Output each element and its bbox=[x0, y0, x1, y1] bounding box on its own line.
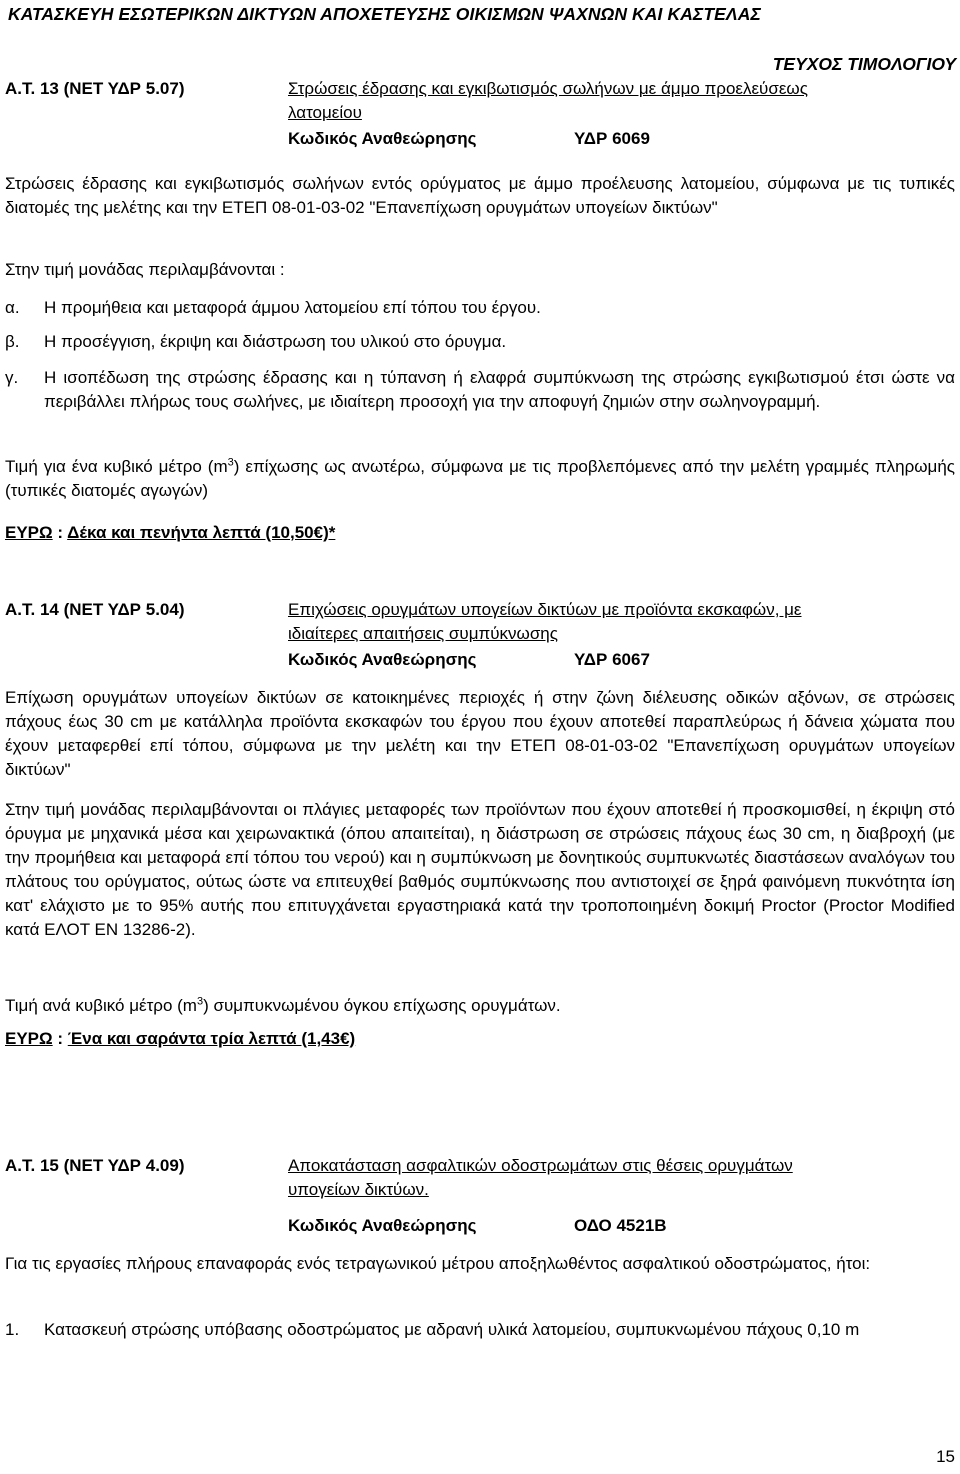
revision-code-label: Κωδικός Αναθεώρησης bbox=[288, 650, 477, 669]
list-marker: γ. bbox=[5, 368, 19, 387]
item-description: Στρώσεις έδρασης και εγκιβωτισμός σωλήνων εντός ορύγματος με άμμο προέλευσης λατομείου, σύμφωνα με τις τυπικές διατομές της μελέτης και την ΕΤΕΠ 08-01-03-02 "Επανεπίχωση ορυγμάτων υπογείων δικτύων" bbox=[5, 174, 955, 217]
item-description: Για τις εργασίες πλήρους επαναφοράς ενός τετραγωνικού μέτρου αποξηλωθέντος ασφαλτικού οδοστρώματος, ήτοι: bbox=[5, 1254, 871, 1273]
unit-price-description: Τιμή ανά κυβικό μέτρο $(m^3)$ συμπυκνωμένου όγκου επίχωσης ορυγμάτων. bbox=[5, 995, 561, 1015]
item-title-line: λατομείου bbox=[288, 103, 362, 122]
item-title-line: Στρώσεις έδρασης και εγκιβωτισμός σωλήνων με άμμο προελεύσεως bbox=[288, 79, 808, 98]
unit-price-description: Τιμή για ένα κυβικό μέτρο $(m^3)$ επίχωσης ως ανωτέρω, σύμφωνα με τις προβλεπόμενες από την μελέτη γραμμές πληρωμής (τυπικές διατομές αγωγών) bbox=[5, 456, 955, 500]
item-description: Επίχωση ορυγμάτων υπογείων δικτύων σε κατοικημένες περιοχές ή στην ζώνη διέλευσης οδικών αξόνων, σε στρώσεις πάχους έως 30 cm με κατάλληλα προϊόντα εκσκαφών του έργου που έχουν αποτεθεί παραπλεύρως ή δάνεια χώματα που έχουν μεταφερθεί επί τόπου, σύμφωνα με την μελέτη και την ΕΤΕΠ 08-01-03-02 "Επανεπίχωση ορυγμάτων υπογείων δικτύων" bbox=[5, 688, 955, 779]
list-marker: α. bbox=[5, 298, 20, 317]
item-code: Α.Τ. 15 (ΝΕΤ ΥΔΡ 4.09) bbox=[5, 1156, 185, 1175]
item-title bbox=[288, 598, 948, 646]
item-title bbox=[288, 77, 948, 125]
list-marker: 1. bbox=[5, 1320, 20, 1339]
item-code: Α.Τ. 13 (ΝΕΤ ΥΔΡ 5.07) bbox=[5, 79, 185, 98]
item-code: Α.Τ. 14 (ΝΕΤ ΥΔΡ 5.04) bbox=[5, 600, 185, 619]
price-line: ΕΥΡΩ : Ένα και σαράντα τρία λεπτά (1,43€) bbox=[5, 1029, 356, 1048]
item-title-line: Επιχώσεις ορυγμάτων υπογείων δικτύων με προϊόντα εκσκαφών, με bbox=[288, 600, 802, 619]
item-title-line: ιδιαίτερες απαιτήσεις συμπύκνωσης bbox=[288, 624, 558, 643]
revision-code-value: ΟΔΟ 4521Β bbox=[574, 1216, 667, 1235]
item-description: Στην τιμή μονάδας περιλαμβάνονται οι πλάγιες μεταφορές των προϊόντων που έχουν αποτεθεί ή προσκομισθεί, η έκριψη στό όρυγμα με μηχανικά μέσα και χειρωνακτικά (όπου απαιτείται), η διάστρωση σε στρώσεις πάχους έως 30 cm, η διαβροχή (με την προμήθεια και μεταφορά επί τόπου του νερού) και η συμπύκνωση με δονητικούς συμπυκνωτές διαστάσεων αναλόγων του πλάτους του ορύγματος, ούτως ώστε να επιτευχθεί βαθμός συμπύκνωσης που αντιστοιχεί σε ξηρά φαινόμενη πυκνότητα ίση κατ' ελάχιστο με το 95% αυτής που επιτυγχάνεται εργαστηριακά κατά την τροποποιημένη δοκιμή Proctor (Proctor Modified κατά ΕΛΟΤ ΕΝ 13286-2). bbox=[5, 800, 955, 939]
includes-heading: Στην τιμή μονάδας περιλαμβάνονται : bbox=[5, 260, 285, 279]
list-item: Η προσέγγιση, έκριψη και διάστρωση του υλικού στο όρυγμα. bbox=[44, 332, 507, 351]
revision-code-label: Κωδικός Αναθεώρησης bbox=[288, 129, 477, 148]
document-header-subtitle: ΤΕΥΧΟΣ ΤΙΜΟΛΟΓΙΟΥ bbox=[772, 54, 956, 74]
list-item: Κατασκευή στρώσης υπόβασης οδοστρώματος με αδρανή υλικά λατομείου, συμπυκνωμένου πάχους 0,10 m bbox=[44, 1320, 860, 1339]
page-number: 15 bbox=[936, 1447, 955, 1466]
price-line: ΕΥΡΩ : Δέκα και πενήντα λεπτά (10,50€)* bbox=[5, 523, 336, 542]
list-item: Η ισοπέδωση της στρώσης έδρασης και η τύπανση ή ελαφρά συμπύκνωση της στρώσης εγκιβωτισμού έτσι ώστε να περιβάλλει πλήρως τους σωλήνες, με ιδιαίτερη προσοχή για την αποφυγή ζημιών στην σωληνογραμμή. bbox=[44, 368, 955, 411]
item-title-line: υπογείων δικτύων. bbox=[288, 1180, 429, 1199]
list-item: Η προμήθεια και μεταφορά άμμου λατομείου επί τόπου του έργου. bbox=[44, 298, 541, 317]
revision-code-label: Κωδικός Αναθεώρησης bbox=[288, 1216, 477, 1235]
list-marker: β. bbox=[5, 332, 20, 351]
item-title-line: Αποκατάσταση ασφαλτικών οδοστρωμάτων στις θέσεις ορυγμάτων bbox=[288, 1156, 793, 1175]
revision-code-value: ΥΔΡ 6069 bbox=[574, 129, 650, 148]
revision-code-value: ΥΔΡ 6067 bbox=[574, 650, 650, 669]
document-header-title: ΚΑΤΑΣΚΕΥΗ ΕΣΩΤΕΡΙΚΩΝ ΔΙΚΤΥΩΝ ΑΠΟΧΕΤΕΥΣΗΣ ΟΙΚΙΣΜΩΝ ΨΑΧΝΩΝ ΚΑΙ ΚΑΣΤΕΛΑΣ bbox=[8, 4, 761, 24]
item-title bbox=[288, 1154, 948, 1202]
